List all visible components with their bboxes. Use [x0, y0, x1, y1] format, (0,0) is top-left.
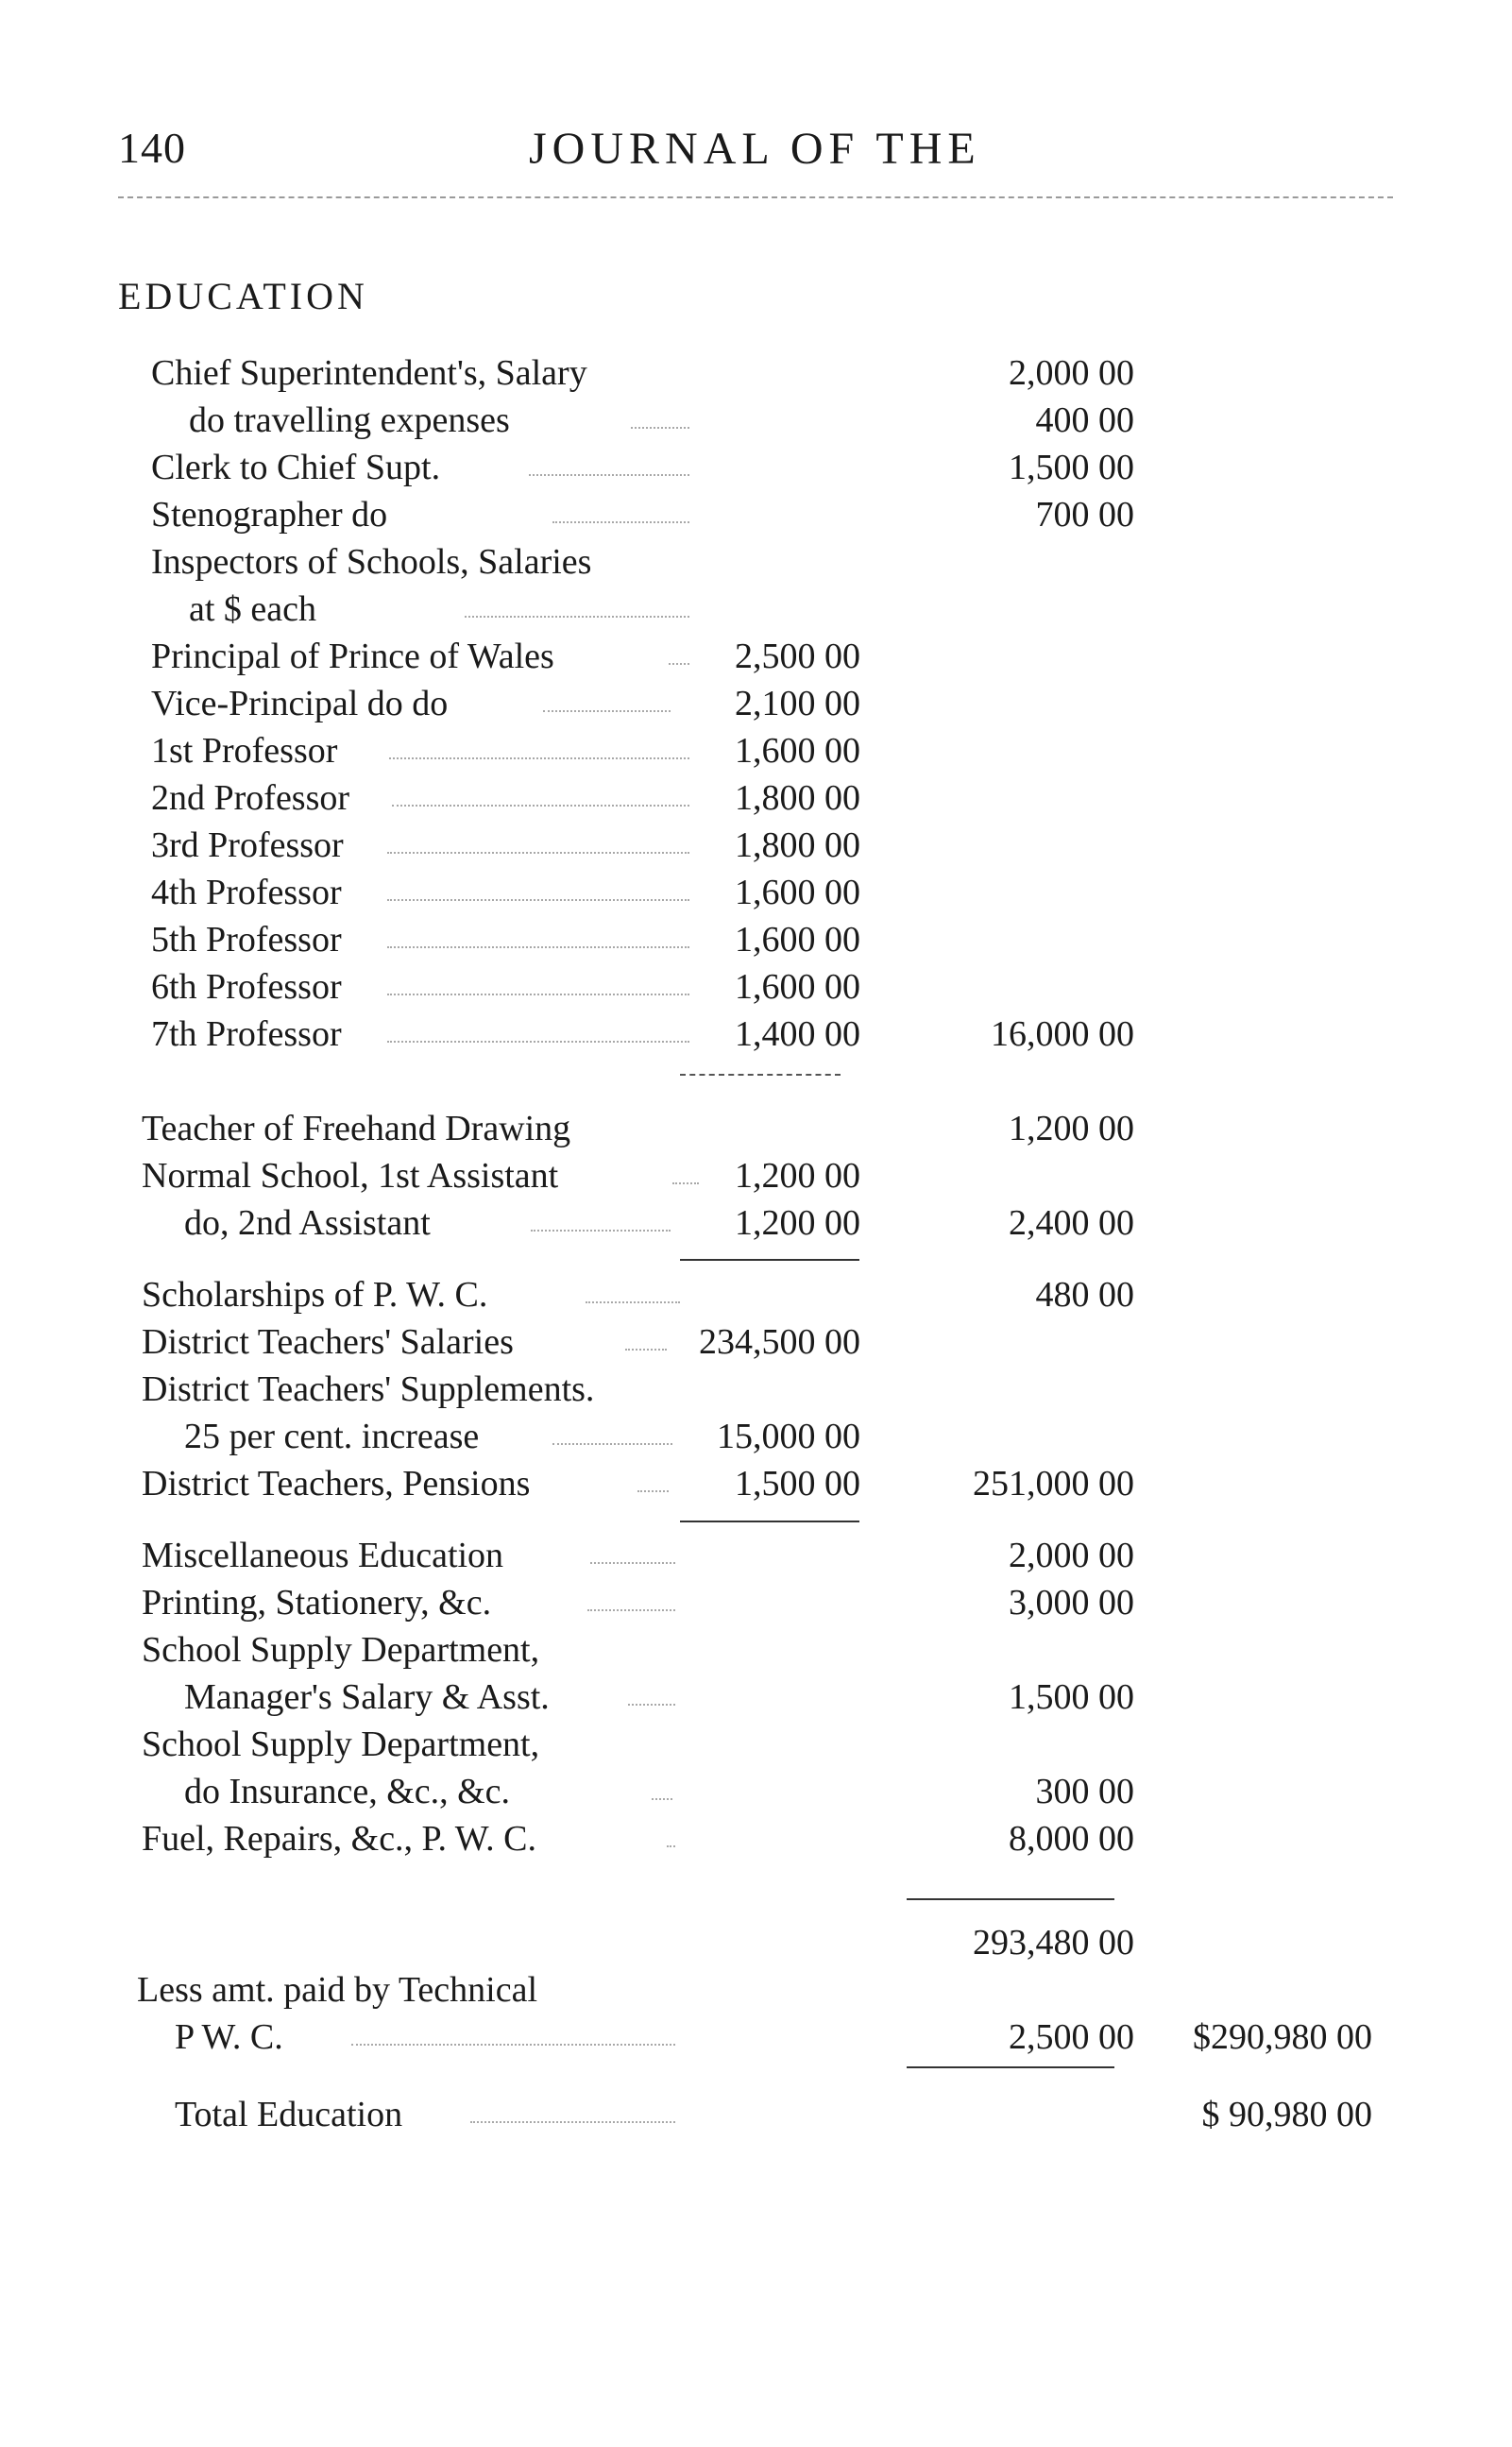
row-label: Normal School, 1st Assistant — [142, 1156, 559, 1196]
ledger-row — [0, 1815, 1512, 1862]
row-label: 4th Professor — [151, 873, 342, 912]
dot-leader — [552, 1443, 672, 1445]
row-label: Principal of Prince of Wales — [151, 637, 554, 676]
ledger-row — [0, 2014, 1512, 2061]
ledger-row — [0, 1674, 1512, 1721]
total-amount: $ 90,980 00 — [1201, 2095, 1372, 2134]
dot-leader — [631, 427, 689, 429]
row-label: 6th Professor — [151, 967, 342, 1007]
ledger-row — [0, 774, 1512, 822]
subtotal-amount: 2,500 00 — [1009, 2017, 1134, 2057]
row-label: Scholarships of P. W. C. — [142, 1275, 488, 1315]
ledger-row — [0, 1919, 1512, 1966]
ledger-row — [0, 1011, 1512, 1058]
row-label: 1st Professor — [151, 731, 338, 771]
row-label: do Insurance, &c., &c. — [184, 1772, 511, 1811]
page-header — [0, 113, 1512, 189]
dot-leader — [351, 2044, 675, 2046]
dot-leader — [387, 899, 689, 901]
row-label: Vice-Principal do do — [151, 684, 449, 723]
ledger-row — [0, 491, 1512, 538]
subtotal-amount: 480 00 — [1035, 1275, 1134, 1315]
dot-leader — [672, 1182, 699, 1184]
sum-rule — [907, 1898, 1114, 1900]
detail-amount: 1,400 00 — [735, 1014, 860, 1054]
row-label: do travelling expenses — [189, 400, 510, 440]
ledger-row — [0, 349, 1512, 397]
row-label: District Teachers' Salaries — [142, 1322, 514, 1362]
dot-leader — [590, 1562, 675, 1564]
row-label: Clerk to Chief Supt. — [151, 448, 441, 487]
header-rule — [118, 196, 1393, 198]
running-title: JOURNAL OF THE — [529, 124, 981, 174]
ledger-row — [0, 822, 1512, 869]
row-label: Printing, Stationery, &c. — [142, 1583, 492, 1623]
row-label: Teacher of Freehand Drawing — [142, 1109, 571, 1148]
dot-leader — [552, 521, 689, 523]
dot-leader — [465, 616, 689, 618]
ledger-row — [0, 1105, 1512, 1152]
row-label: School Supply Department, — [142, 1725, 540, 1764]
dot-leader — [586, 1301, 680, 1303]
row-label: Inspectors of Schools, Salaries — [151, 542, 592, 582]
row-label: Chief Superintendent's, Salary — [151, 353, 587, 393]
ledger-row — [0, 1460, 1512, 1507]
detail-amount: 1,800 00 — [735, 825, 860, 865]
dot-leader — [529, 474, 689, 476]
ledger-row — [0, 1768, 1512, 1815]
subtotal-amount: 8,000 00 — [1009, 1819, 1134, 1859]
row-label: Manager's Salary & Asst. — [184, 1677, 550, 1717]
ledger-row — [0, 1532, 1512, 1579]
detail-amount: 1,500 00 — [735, 1464, 860, 1504]
detail-amount: 1,800 00 — [735, 778, 860, 818]
subtotal-amount: 1,200 00 — [1009, 1109, 1134, 1148]
row-label: 3rd Professor — [151, 825, 344, 865]
row-label: District Teachers, Pensions — [142, 1464, 531, 1504]
dot-leader — [470, 2121, 675, 2123]
ledger-row — [0, 633, 1512, 680]
ledger-row — [0, 869, 1512, 916]
subtotal-amount: 300 00 — [1035, 1772, 1134, 1811]
row-label: 5th Professor — [151, 920, 342, 960]
dot-leader — [387, 946, 689, 948]
detail-amount: 1,600 00 — [735, 873, 860, 912]
row-label: 2nd Professor — [151, 778, 350, 818]
detail-amount: 1,600 00 — [735, 967, 860, 1007]
ledger-row — [0, 1366, 1512, 1413]
detail-amount: 1,200 00 — [735, 1156, 860, 1196]
row-label: P W. C. — [175, 2017, 283, 2057]
sum-rule — [680, 1074, 841, 1076]
sum-rule — [907, 2066, 1114, 2068]
subtotal-amount: 251,000 00 — [973, 1464, 1134, 1504]
dot-leader — [387, 994, 689, 995]
row-label: 7th Professor — [151, 1014, 342, 1054]
page-number: 140 — [118, 124, 186, 172]
detail-amount: 1,200 00 — [735, 1203, 860, 1243]
subtotal-amount: 2,000 00 — [1009, 1536, 1134, 1575]
dot-leader — [637, 1490, 669, 1492]
row-label: 25 per cent. increase — [184, 1417, 480, 1456]
subtotal-amount: 293,480 00 — [973, 1923, 1134, 1963]
subtotal-amount: 2,400 00 — [1009, 1203, 1134, 1243]
subtotal-amount: 1,500 00 — [1009, 1677, 1134, 1717]
ledger-row — [0, 538, 1512, 586]
detail-amount: 2,100 00 — [735, 684, 860, 723]
ledger-row — [0, 1271, 1512, 1318]
detail-amount: 1,600 00 — [735, 731, 860, 771]
ledger-row — [0, 1626, 1512, 1674]
row-label: Stenographer do — [151, 495, 388, 535]
dot-leader — [667, 1845, 675, 1847]
ledger-row — [0, 1966, 1512, 2014]
sum-rule — [680, 1259, 859, 1261]
subtotal-amount: 700 00 — [1035, 495, 1134, 535]
ledger-row — [0, 727, 1512, 774]
dot-leader — [628, 1704, 675, 1706]
ledger-row — [0, 586, 1512, 633]
total-amount: $290,980 00 — [1193, 2017, 1372, 2057]
dot-leader — [652, 1798, 672, 1800]
row-label: at $ each — [189, 589, 317, 629]
ledger-row — [0, 680, 1512, 727]
detail-amount: 234,500 00 — [699, 1322, 860, 1362]
row-label: Miscellaneous Education — [142, 1536, 504, 1575]
dot-leader — [387, 852, 689, 854]
row-label: Less amt. paid by Technical — [137, 1970, 538, 2010]
ledger-row — [0, 444, 1512, 491]
row-label: Total Education — [175, 2095, 403, 2134]
subtotal-amount: 1,500 00 — [1009, 448, 1134, 487]
detail-amount: 1,600 00 — [735, 920, 860, 960]
dot-leader — [392, 805, 689, 807]
dot-leader — [387, 1041, 689, 1043]
detail-amount: 15,000 00 — [717, 1417, 860, 1456]
dot-leader — [389, 757, 689, 759]
ledger-row — [0, 1318, 1512, 1366]
dot-leader — [625, 1349, 667, 1351]
section-title: EDUCATION — [118, 275, 368, 317]
row-label: School Supply Department, — [142, 1630, 540, 1670]
ledger-row — [0, 916, 1512, 963]
subtotal-amount: 400 00 — [1035, 400, 1134, 440]
ledger-row — [0, 1152, 1512, 1199]
ledger-row — [0, 2091, 1512, 2138]
dot-leader — [587, 1609, 675, 1611]
row-label: District Teachers' Supplements. — [142, 1369, 595, 1409]
sum-rule — [680, 1521, 859, 1522]
dot-leader — [669, 663, 689, 665]
detail-amount: 2,500 00 — [735, 637, 860, 676]
dot-leader — [543, 710, 671, 712]
subtotal-amount: 16,000 00 — [991, 1014, 1134, 1054]
subtotal-amount: 3,000 00 — [1009, 1583, 1134, 1623]
subtotal-amount: 2,000 00 — [1009, 353, 1134, 393]
ledger-row — [0, 1721, 1512, 1768]
dot-leader — [531, 1230, 671, 1232]
ledger-row — [0, 1579, 1512, 1626]
ledger-row — [0, 963, 1512, 1011]
ledger-row — [0, 1199, 1512, 1247]
ledger-row — [0, 1413, 1512, 1460]
row-label: Fuel, Repairs, &c., P. W. C. — [142, 1819, 537, 1859]
row-label: do, 2nd Assistant — [184, 1203, 431, 1243]
ledger-row — [0, 397, 1512, 444]
